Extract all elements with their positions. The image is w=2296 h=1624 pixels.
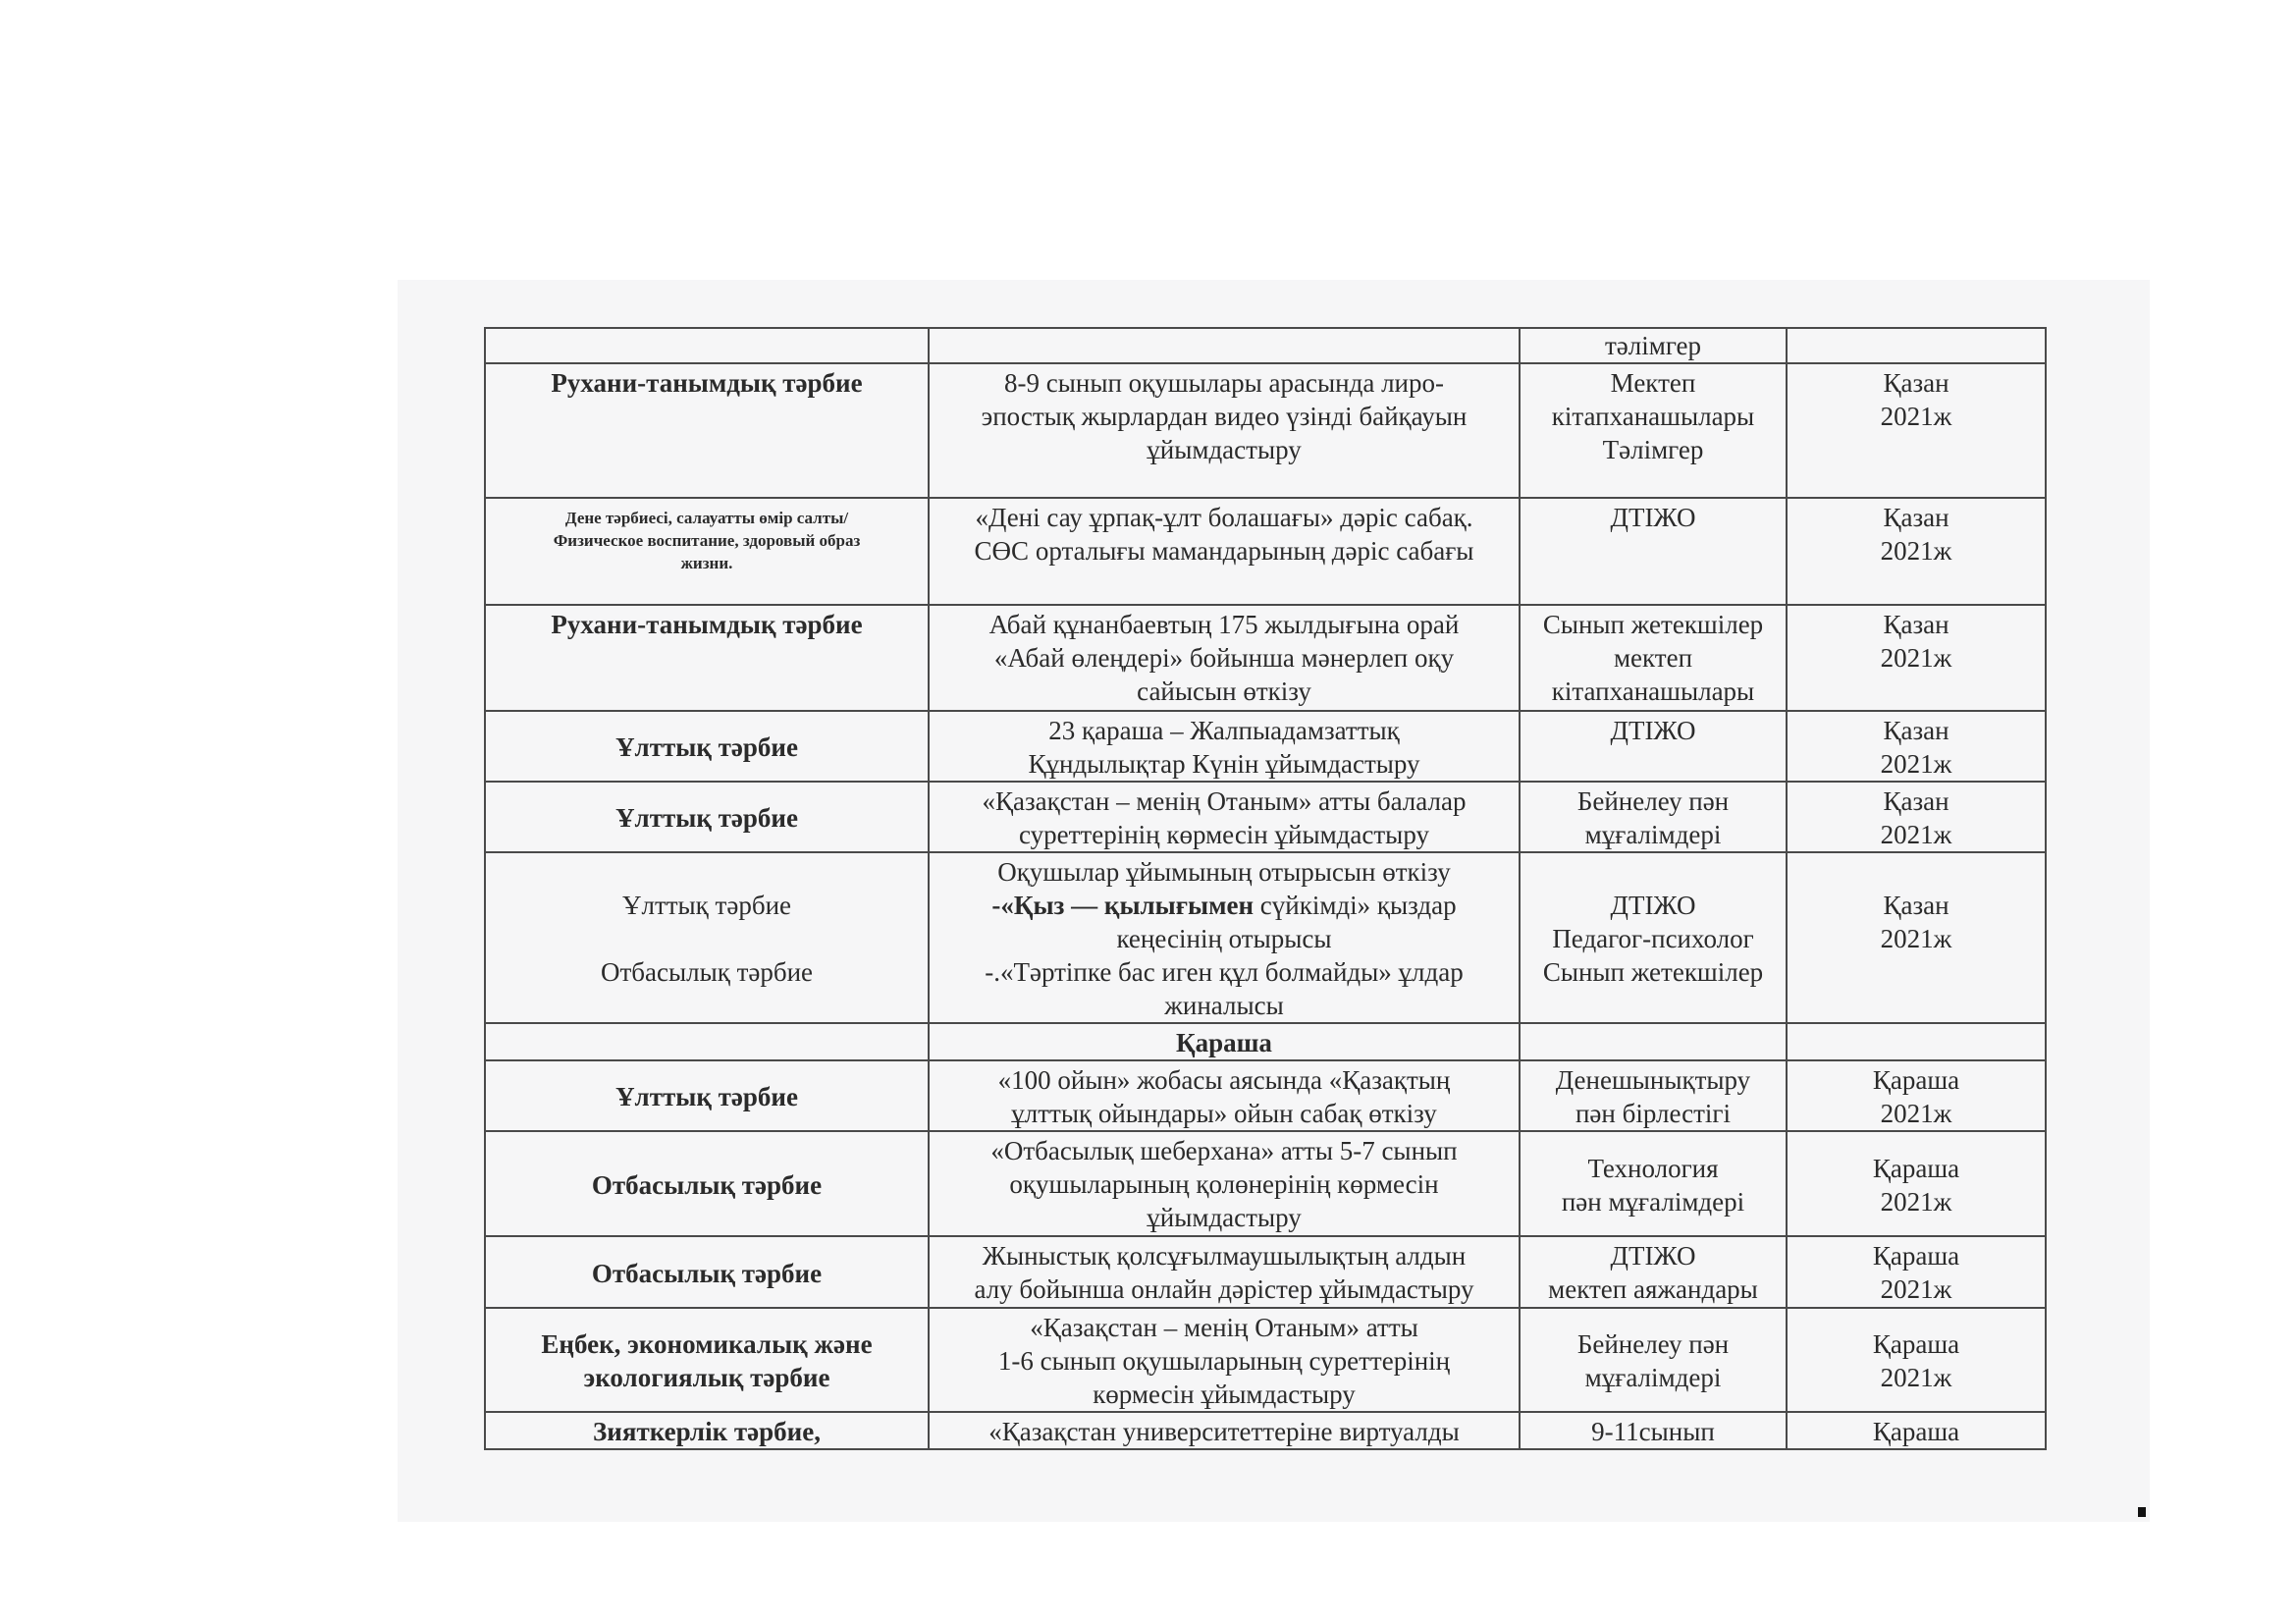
responsible-text: мектеп <box>1613 643 1693 673</box>
responsible-cell <box>1520 1236 1787 1308</box>
responsible-text: Бейнелеу пән <box>1576 786 1730 816</box>
event-text: «100 ойын» жобасы аясында «Қазақтың <box>997 1065 1451 1095</box>
table-row <box>485 1131 2046 1236</box>
event-text: -.«Тәртіпке бас иген құл болмайды» ұлдар <box>985 957 1464 987</box>
direction-cell: Рухани-танымдық тәрбие <box>485 605 929 711</box>
table-row <box>485 1412 2046 1449</box>
table-row <box>485 711 2046 782</box>
date-cell <box>1787 605 2046 711</box>
event-text-prefix: -« <box>991 891 1014 920</box>
date-cell <box>1787 1308 2046 1412</box>
event-text: Абай құнанбаевтың 175 жылдығына орай <box>988 610 1460 639</box>
event-text: алу бойынша онлайн дәрістер ұйымдастыру <box>974 1274 1474 1304</box>
event-text: СӨС орталығы мамандарының дәріс сабағы <box>974 536 1474 566</box>
event-cell <box>929 782 1520 852</box>
responsible-text: Технология <box>1587 1153 1719 1183</box>
responsible-cell <box>1520 1023 1787 1060</box>
event-text: эпостық жырлардан видео үзінді байқауын <box>981 402 1468 431</box>
responsible-cell <box>1520 1412 1787 1449</box>
event-cell <box>929 1412 1520 1449</box>
month-header: Қараша <box>929 1023 1520 1060</box>
responsible-text: тәлімгер <box>1604 331 1702 360</box>
date-cell <box>1787 1131 2046 1236</box>
date-cell <box>1787 1023 2046 1060</box>
event-text: жиналысы <box>1164 991 1284 1020</box>
responsible-cell <box>1520 498 1787 605</box>
responsible-text: мұғалімдері <box>1584 1363 1722 1392</box>
direction-cell <box>485 1023 929 1060</box>
date-year: 2021ж <box>1880 643 1952 673</box>
date-month: Қазан <box>1883 503 1949 532</box>
event-text: ұйымдастыру <box>1147 1203 1302 1232</box>
date-cell <box>1787 1412 2046 1449</box>
direction-cell <box>485 1308 929 1412</box>
responsible-cell <box>1520 1131 1787 1236</box>
direction-text: экологиялық тәрбие <box>583 1363 830 1392</box>
date-month: Қазан <box>1883 368 1949 398</box>
date-year: 2021ж <box>1880 1099 1952 1128</box>
responsible-text: Денешынықтыру <box>1555 1065 1751 1095</box>
direction-cell: Отбасылық тәрбие <box>485 1131 929 1236</box>
spacer <box>492 922 922 955</box>
table-row <box>485 1060 2046 1131</box>
event-text: «Қазақстан – менің Отаным» атты балалар <box>982 786 1467 816</box>
event-text: «Дені сау ұрпақ-ұлт болашағы» дәріс сабақ. <box>975 503 1473 532</box>
direction-cell: Ұлттық тәрбие <box>485 1060 929 1131</box>
responsible-text: ДТІЖО <box>1610 891 1696 920</box>
responsible-text: Сынып жетекшілер <box>1542 610 1764 639</box>
event-text: сайысын өткізу <box>1137 677 1311 706</box>
direction-text: Отбасылық тәрбие <box>600 957 814 987</box>
responsible-text: кітапханашылары <box>1551 677 1755 706</box>
date-month: Қазан <box>1883 716 1949 745</box>
direction-cell: Зияткерлік тәрбие, <box>485 1412 929 1449</box>
event-text: Оқушылар ұйымының отырысын өткізу <box>997 857 1451 887</box>
responsible-text: Сынып жетекшілер <box>1542 957 1764 987</box>
direction-cell <box>485 328 929 363</box>
responsible-cell <box>1520 328 1787 363</box>
event-text: оқушыларының қолөнерінің көрмесін <box>1009 1169 1439 1199</box>
scan-corner-mark <box>2138 1507 2146 1517</box>
table-row <box>485 498 2046 605</box>
event-text: «Қазақстан – менің Отаным» атты <box>1030 1313 1418 1342</box>
date-year: 2021ж <box>1880 1274 1952 1304</box>
table-row <box>485 1236 2046 1308</box>
date-year: 2021ж <box>1880 749 1952 779</box>
date-cell <box>1787 498 2046 605</box>
event-cell <box>929 1131 1520 1236</box>
direction-cell: Ұлттық тәрбие <box>485 711 929 782</box>
date-year: 2021ж <box>1880 820 1952 849</box>
responsible-text: Тәлімгер <box>1602 435 1704 464</box>
direction-text: Ұлттық тәрбие <box>621 891 792 920</box>
date-year: 2021ж <box>1880 924 1952 953</box>
event-text: Құндылықтар Күнін ұйымдастыру <box>1028 749 1420 779</box>
table-row <box>485 363 2046 498</box>
event-text <box>935 889 1513 922</box>
responsible-text: Мектеп <box>1610 368 1696 398</box>
event-text-rest: сүйкімді» қыздар <box>1254 891 1457 920</box>
date-year: 2021ж <box>1880 536 1952 566</box>
responsible-text: ДТІЖО <box>1610 716 1696 745</box>
event-text: 1-6 сынып оқушыларының суреттерінің <box>997 1346 1451 1376</box>
event-text: «Отбасылық шеберхана» атты 5-7 сынып <box>990 1136 1458 1165</box>
direction-text: Еңбек, экономикалық және <box>541 1329 873 1359</box>
responsible-text: пән бірлестігі <box>1575 1099 1731 1128</box>
event-cell <box>929 852 1520 1023</box>
direction-text: жизни. <box>680 554 733 572</box>
event-cell <box>929 1236 1520 1308</box>
event-cell <box>929 498 1520 605</box>
direction-cell: Ұлттық тәрбие <box>485 782 929 852</box>
event-text: 8-9 сынып оқушылары арасында лиро- <box>1004 368 1444 398</box>
event-cell <box>929 1060 1520 1131</box>
event-text: суреттерінің көрмесін ұйымдастыру <box>1019 820 1429 849</box>
responsible-cell <box>1520 852 1787 1023</box>
responsible-text: Бейнелеу пән <box>1576 1329 1730 1359</box>
date-month: Қараша <box>1872 1153 1960 1183</box>
event-text: кеңесінің отырысы <box>1116 924 1332 953</box>
responsible-cell <box>1520 1060 1787 1131</box>
event-cell <box>929 1308 1520 1412</box>
education-plan-table <box>484 327 2047 1450</box>
direction-cell: Отбасылық тәрбие <box>485 1236 929 1308</box>
date-month: Қараша <box>1872 1065 1960 1095</box>
date-month: Қараша <box>1872 1417 1960 1446</box>
responsible-text: Педагог-психолог <box>1552 924 1754 953</box>
date-year: 2021ж <box>1880 1186 1952 1217</box>
event-text: «Қазақстан университеттеріне виртуалды <box>988 1417 1460 1446</box>
responsible-text: кітапханашылары <box>1551 402 1755 431</box>
table-row <box>485 1308 2046 1412</box>
spacer <box>1793 955 2039 989</box>
responsible-cell <box>1520 605 1787 711</box>
date-cell <box>1787 852 2046 1023</box>
direction-text: Дене тәрбиесі, салауатты өмір салты/ <box>564 509 849 527</box>
responsible-cell <box>1520 711 1787 782</box>
responsible-text: мұғалімдері <box>1584 820 1722 849</box>
responsible-cell <box>1520 782 1787 852</box>
date-cell <box>1787 363 2046 498</box>
month-header-row <box>485 1023 2046 1060</box>
date-year: 2021ж <box>1880 1363 1952 1392</box>
table-row <box>485 782 2046 852</box>
event-cell <box>929 328 1520 363</box>
direction-text: Физическое воспитание, здоровый образ <box>553 531 861 550</box>
event-cell <box>929 363 1520 498</box>
table-row <box>485 605 2046 711</box>
responsible-cell <box>1520 1308 1787 1412</box>
responsible-text: ДТІЖО <box>1610 503 1696 532</box>
date-cell <box>1787 782 2046 852</box>
responsible-text: 9-11сынып <box>1591 1417 1715 1446</box>
date-month: Қазан <box>1883 610 1949 639</box>
responsible-cell <box>1520 363 1787 498</box>
responsible-text: мектеп аяжандары <box>1548 1274 1758 1304</box>
direction-cell: Рухани-танымдық тәрбие <box>485 363 929 498</box>
date-month: Қараша <box>1872 1241 1960 1271</box>
date-year: 2021ж <box>1880 402 1952 431</box>
event-text: 23 қараша – Жалпыадамзаттық <box>1048 716 1400 745</box>
date-month: Қазан <box>1883 891 1949 920</box>
date-cell <box>1787 711 2046 782</box>
event-text: Жыныстық қолсұғылмаушылықтың алдын <box>982 1241 1467 1271</box>
table-row <box>485 328 2046 363</box>
event-text: ұлттық ойындары» ойын сабақ өткізу <box>1011 1099 1437 1128</box>
date-cell <box>1787 328 2046 363</box>
responsible-text: пән мұғалімдері <box>1561 1186 1745 1217</box>
date-cell <box>1787 1236 2046 1308</box>
event-text: ұйымдастыру <box>1147 435 1302 464</box>
event-cell <box>929 711 1520 782</box>
date-cell <box>1787 1060 2046 1131</box>
table-row <box>485 852 2046 1023</box>
event-text-bold: Қыз — қылығымен <box>1013 891 1255 920</box>
responsible-text: ДТІЖО <box>1610 1241 1696 1271</box>
date-month: Қараша <box>1872 1329 1960 1359</box>
event-text: «Абай өлеңдері» бойынша мәнерлеп оқу <box>993 643 1455 673</box>
direction-cell <box>485 852 929 1023</box>
event-cell <box>929 605 1520 711</box>
direction-cell <box>485 498 929 605</box>
event-text: көрмесін ұйымдастыру <box>1093 1380 1356 1409</box>
date-month: Қазан <box>1883 786 1949 816</box>
